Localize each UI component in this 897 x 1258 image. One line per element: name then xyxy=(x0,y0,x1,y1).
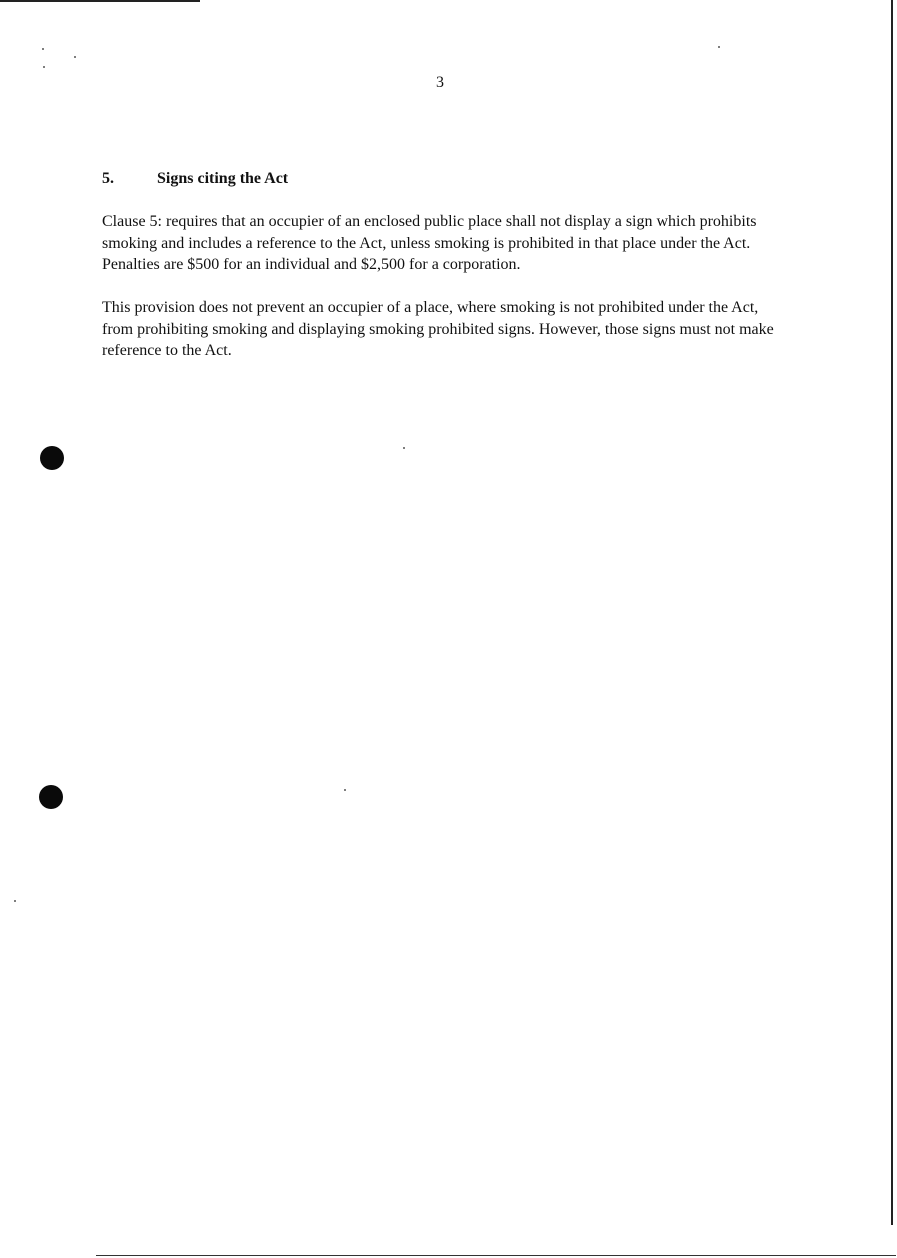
scan-speck xyxy=(403,447,405,449)
section-title: Signs citing the Act xyxy=(157,170,289,187)
scan-speck xyxy=(74,56,76,58)
scan-speck xyxy=(344,789,346,791)
section-number: 5. xyxy=(102,170,114,187)
scan-speck xyxy=(14,900,16,902)
punch-hole-bottom xyxy=(39,785,63,809)
scan-edge-top xyxy=(0,0,200,2)
paragraph-clause-5: Clause 5: requires that an occupier of an enclosed public place shall not display a sign which prohibits smoking and includes a reference to the Act, unless smoking is prohibited in that place under the Act. Penalties are $500 for an individual and $2,500 for a corporation. xyxy=(102,213,757,273)
punch-hole-top xyxy=(40,446,64,470)
scan-edge-right xyxy=(891,0,893,1225)
section-heading xyxy=(102,170,288,188)
scan-speck xyxy=(43,66,45,68)
paragraph-provision: This provision does not prevent an occupier of a place, where smoking is not prohibited under the Act, from prohibiting smoking and displaying smoking prohibited signs. However, those signs must not make reference to the Act. xyxy=(102,299,774,359)
scan-edge-bottom xyxy=(96,1255,896,1256)
scan-speck xyxy=(718,46,720,48)
scan-speck xyxy=(42,48,44,50)
page-number: 3 xyxy=(436,74,444,91)
